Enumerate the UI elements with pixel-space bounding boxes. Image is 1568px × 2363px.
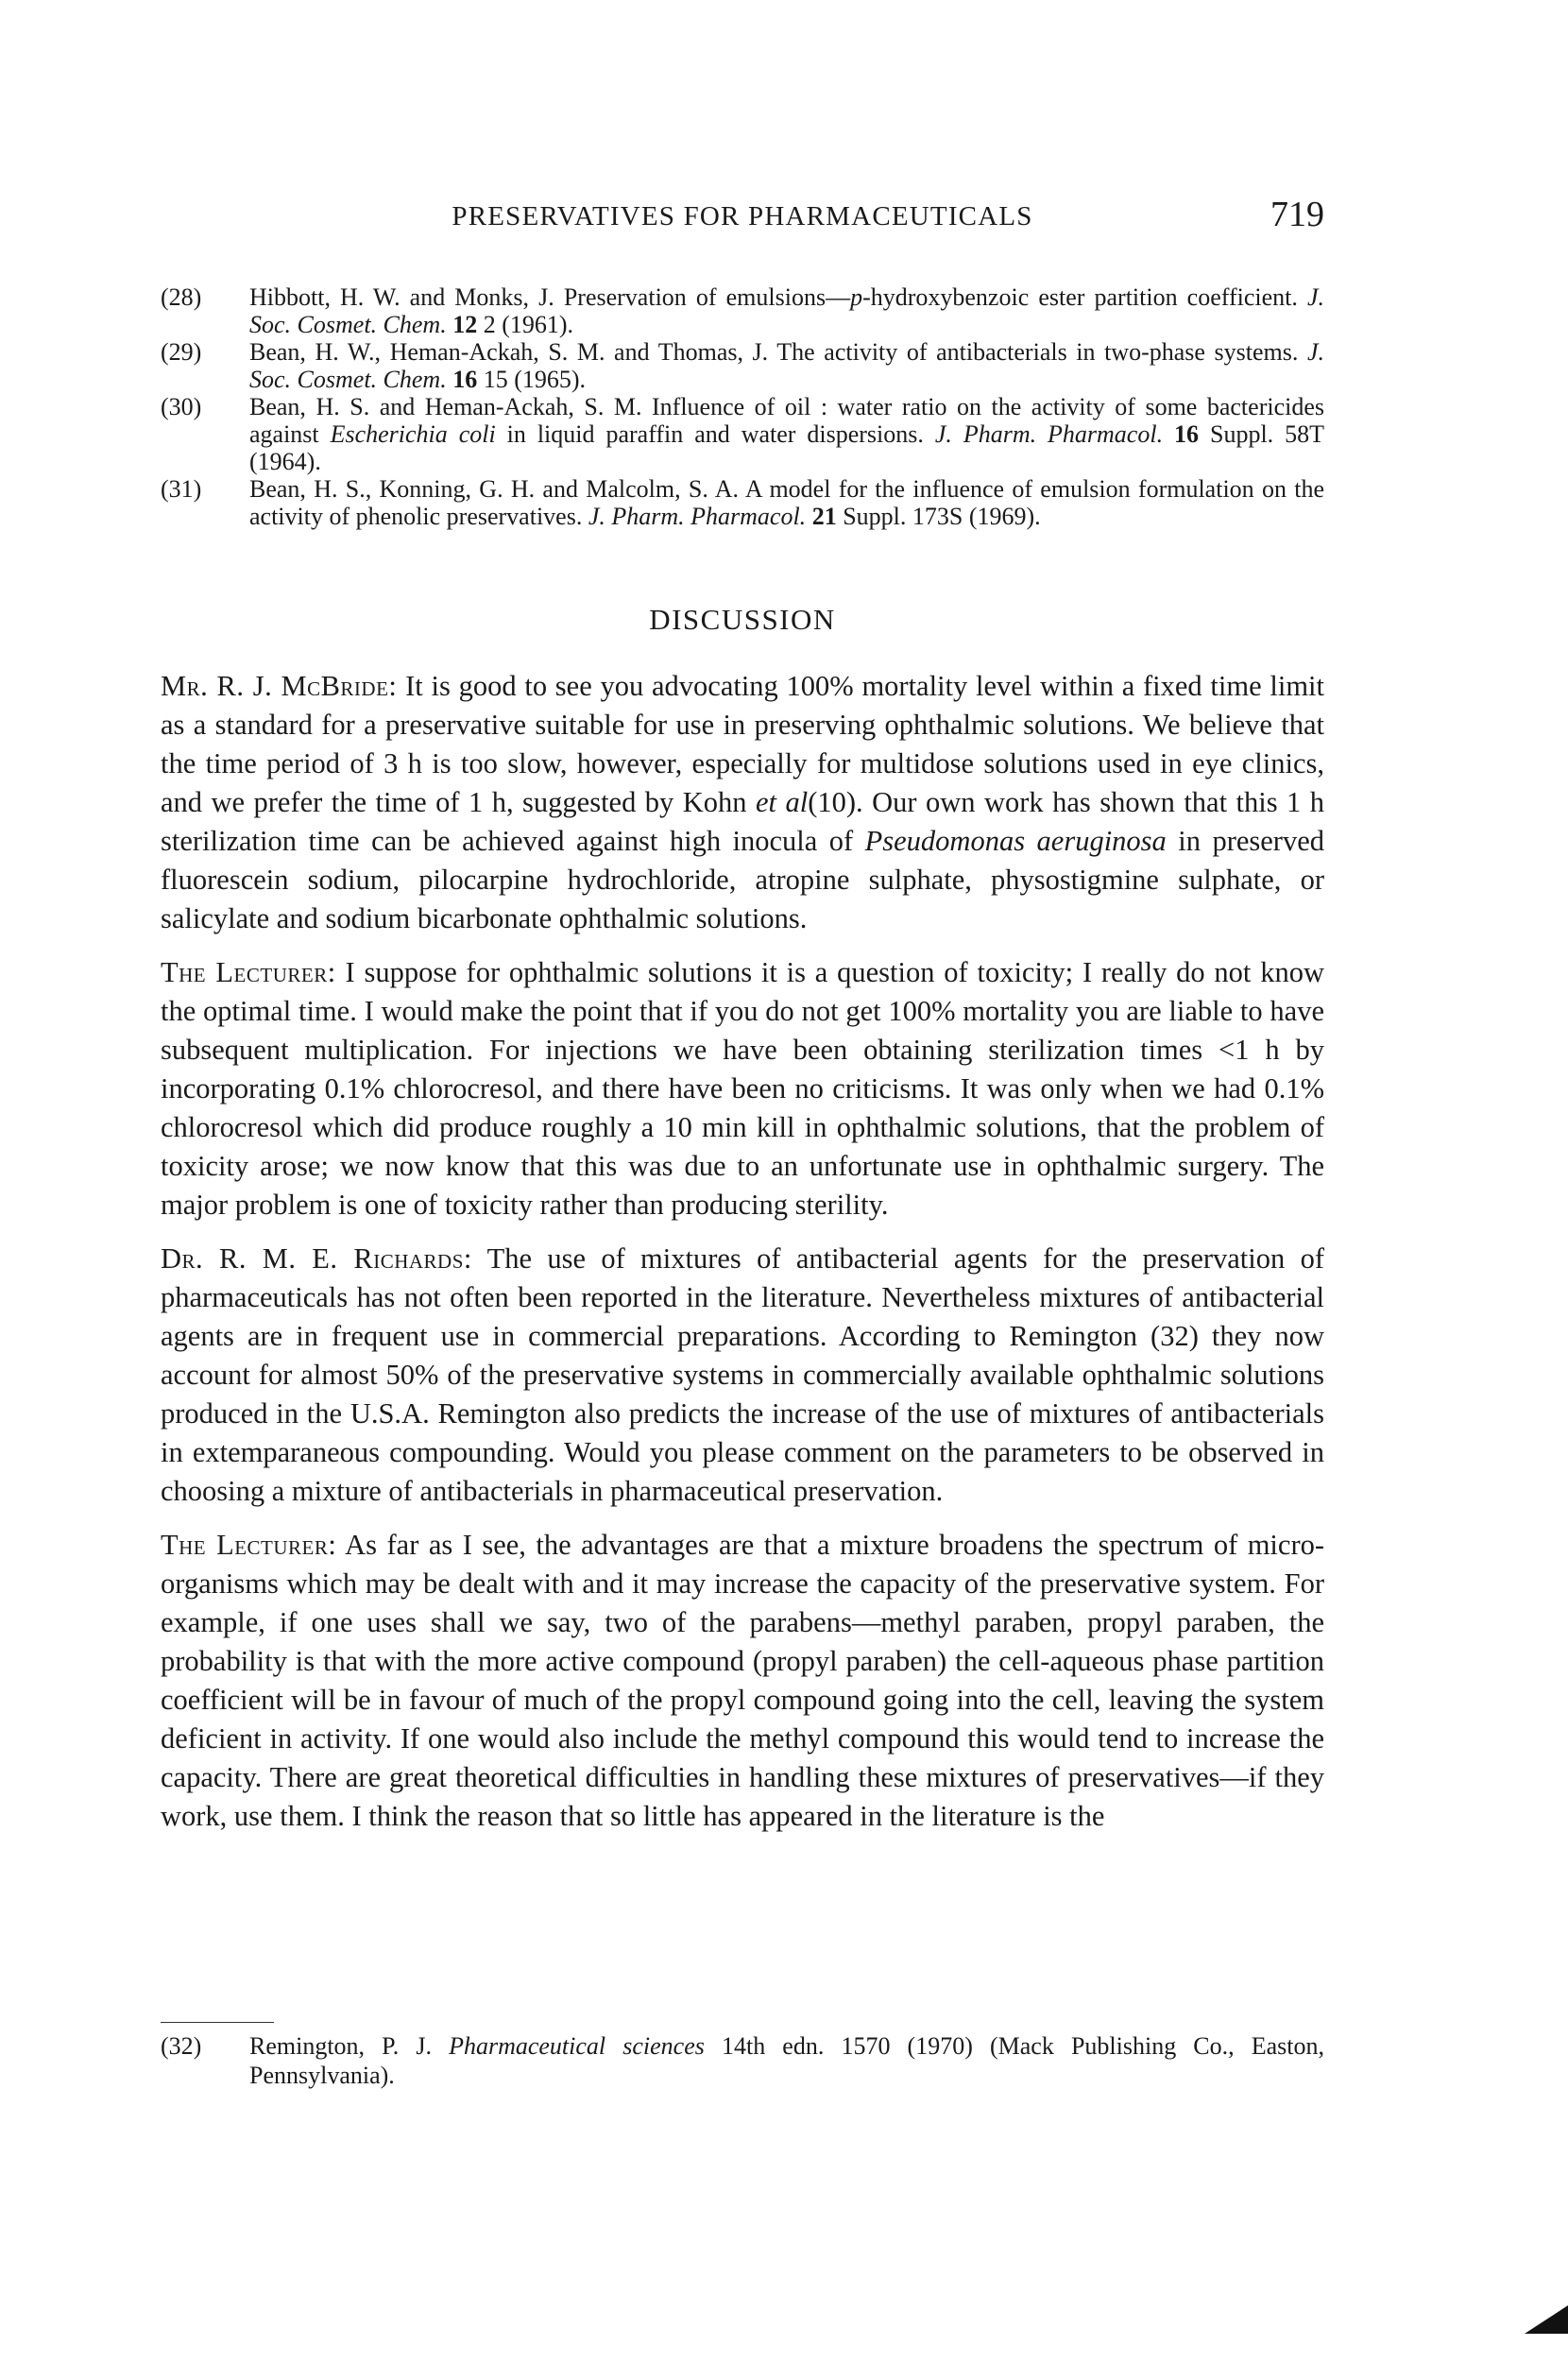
speaker-name: Dr. R. M. E. Richards: — [161, 1242, 472, 1275]
discussion-body — [161, 667, 1324, 1851]
paragraph-text: The use of mixtures of antibacterial agents for the preservation of pharmaceuticals has not often been reported in the literature. Nevertheless mixtures of antibacterial agents are in frequent use in commercial preparations. According to Remington (32) they now account for almost 50% of the preservative systems in commercially available ophthalmic solutions produced in the U.S.A. Remington also predicts the increase of the use of mixtures of antibacterials in extemparaneous compounding. Would you please comment on the parameters to be observed in choosing a mixture of antibacterials in pharmaceutical preservation. — [161, 1242, 1324, 1507]
reference-organism: Escherichia coli — [330, 420, 496, 448]
reference-tail: Suppl. 58T (1964). — [249, 420, 1324, 475]
paragraph-text: I suppose for ophthalmic solutions it is a question of toxicity; I really do not know the optimal time. I would make the point that if you do not get 100% mortality you are liable to have subsequent multiplication. For injections we have been obtaining sterilization times <1 h by incorporating 0.1% chlorocresol, and there have been no criticisms. It was only when we had 0.1% chlorocresol which did produce roughly a 10 min kill in ophthalmic solutions, that the problem of toxicity arose; we now know that this was due to an unfortunate use in ophthalmic surgery. The major problem is one of toxicity rather than producing sterility. — [161, 956, 1324, 1221]
reference-tail: Suppl. 173S (1969). — [843, 503, 1041, 530]
reference-volume: 16 — [1174, 420, 1200, 448]
footnote — [161, 2031, 1324, 2090]
reference-number: (28) — [161, 283, 202, 311]
reference-journal: J. Pharm. Pharmacol. — [934, 420, 1164, 448]
reference-item — [161, 283, 1324, 338]
section-heading: DISCUSSION — [649, 603, 836, 636]
reference-item — [161, 475, 1324, 530]
reference-text: Bean, H. S. and Heman-Ackah, S. M. Influence of oil : water ratio on the activity of some bactericides against — [249, 393, 1324, 448]
reference-volume: 16 — [452, 366, 478, 393]
reference-number: (29) — [161, 338, 202, 366]
speaker-name: The Lecturer: — [161, 956, 336, 988]
corner-scan-mark — [1525, 2305, 1568, 2334]
discussion-paragraph — [161, 667, 1324, 938]
reference-list — [161, 283, 1324, 530]
reference-text: Bean, H. W., Heman-Ackah, S. M. and Thomas, J. The activity of antibacterials in two-phase systems. — [249, 338, 1307, 366]
speaker-name: Mr. R. J. McBride: — [161, 670, 398, 702]
running-title: PRESERVATIVES FOR PHARMACEUTICALS — [452, 201, 1033, 231]
paragraph-text: (10). Our own work has shown that this 1 h sterilization time can be achieved against high inocula of — [161, 786, 1324, 857]
reference-journal: J. Soc. Cosmet. Chem. — [249, 283, 1324, 338]
reference-tail: 15 (1965). — [483, 366, 587, 393]
reference-tail: 2 (1961). — [483, 311, 574, 338]
reference-item — [161, 393, 1324, 475]
speaker-name: The Lecturer: — [161, 1529, 337, 1561]
paragraph-text: As far as I see, the advantages are that a mixture broadens the spectrum of micro-organisms which may be dealt with and it may increase the capacity of the preservative system. For example, if one uses shall we say, two of the parabens—methyl paraben, propyl paraben, the probability is that with the more active compound (propyl paraben) the cell-aqueous phase partition coefficient will be in favour of much of the propyl compound going into the cell, leaving the system deficient in activity. If one would also include the methyl compound this would tend to increase the capacity. There are great theoretical difficulties in handling these mixtures of preservatives—if they work, use them. I think the reason that so little has appeared in the literature is the — [161, 1529, 1325, 1832]
reference-text: in liquid paraffin and water dispersions. — [495, 420, 935, 448]
page-number: 719 — [1270, 195, 1324, 234]
reference-number: (31) — [161, 475, 202, 503]
reference-journal: J. Pharm. Pharmacol. — [588, 503, 807, 530]
footnote-rule — [161, 2022, 274, 2023]
discussion-paragraph — [161, 1240, 1324, 1511]
discussion-paragraph — [161, 953, 1324, 1224]
footnote-text: Remington, P. J. — [249, 2032, 450, 2060]
reference-volume: 21 — [811, 503, 837, 530]
running-head — [161, 194, 1324, 241]
reference-volume: 12 — [452, 311, 478, 338]
paragraph-text: It is good to see you advocating 100% mortality level within a fixed time limit as a standard for a preservative suitable for use in preserving ophthalmic solutions. We believe that the time period of 3 h is too slow, however, especially for multidose solutions used in eye clinics, and we prefer the time of 1 h, suggested by Kohn — [161, 670, 1324, 818]
discussion-paragraph — [161, 1526, 1324, 1836]
footnote-number: (32) — [161, 2032, 202, 2060]
reference-journal: J. Soc. Cosmet. Chem. — [249, 338, 1324, 393]
footnote-item — [161, 2031, 1324, 2090]
footnote-text: 14th edn. 1570 (1970) (Mack Publishing Co., Easton, Pennsylvania). — [249, 2032, 1325, 2089]
paragraph-text: in preserved fluorescein sodium, pilocarpine hydrochloride, atropine sulphate, physostigmine sulphate, or salicylate and sodium bicarbonate ophthalmic solutions. — [161, 825, 1324, 934]
reference-item — [161, 338, 1324, 393]
et-al: et al — [756, 786, 809, 818]
organism-name: Pseudomonas aeruginosa — [864, 825, 1167, 857]
reference-italic: p — [850, 283, 863, 311]
reference-text: Bean, H. S., Konning, G. H. and Malcolm, S. A. A model for the influence of emulsion formulation on the activity of phenolic preservatives. — [249, 475, 1324, 530]
reference-number: (30) — [161, 393, 202, 420]
reference-text: -hydroxybenzoic ester partition coefficient. — [862, 283, 1307, 311]
reference-text: Hibbott, H. W. and Monks, J. Preservation of emulsions— — [249, 283, 851, 311]
footnote-title: Pharmaceutical sciences — [449, 2032, 705, 2060]
